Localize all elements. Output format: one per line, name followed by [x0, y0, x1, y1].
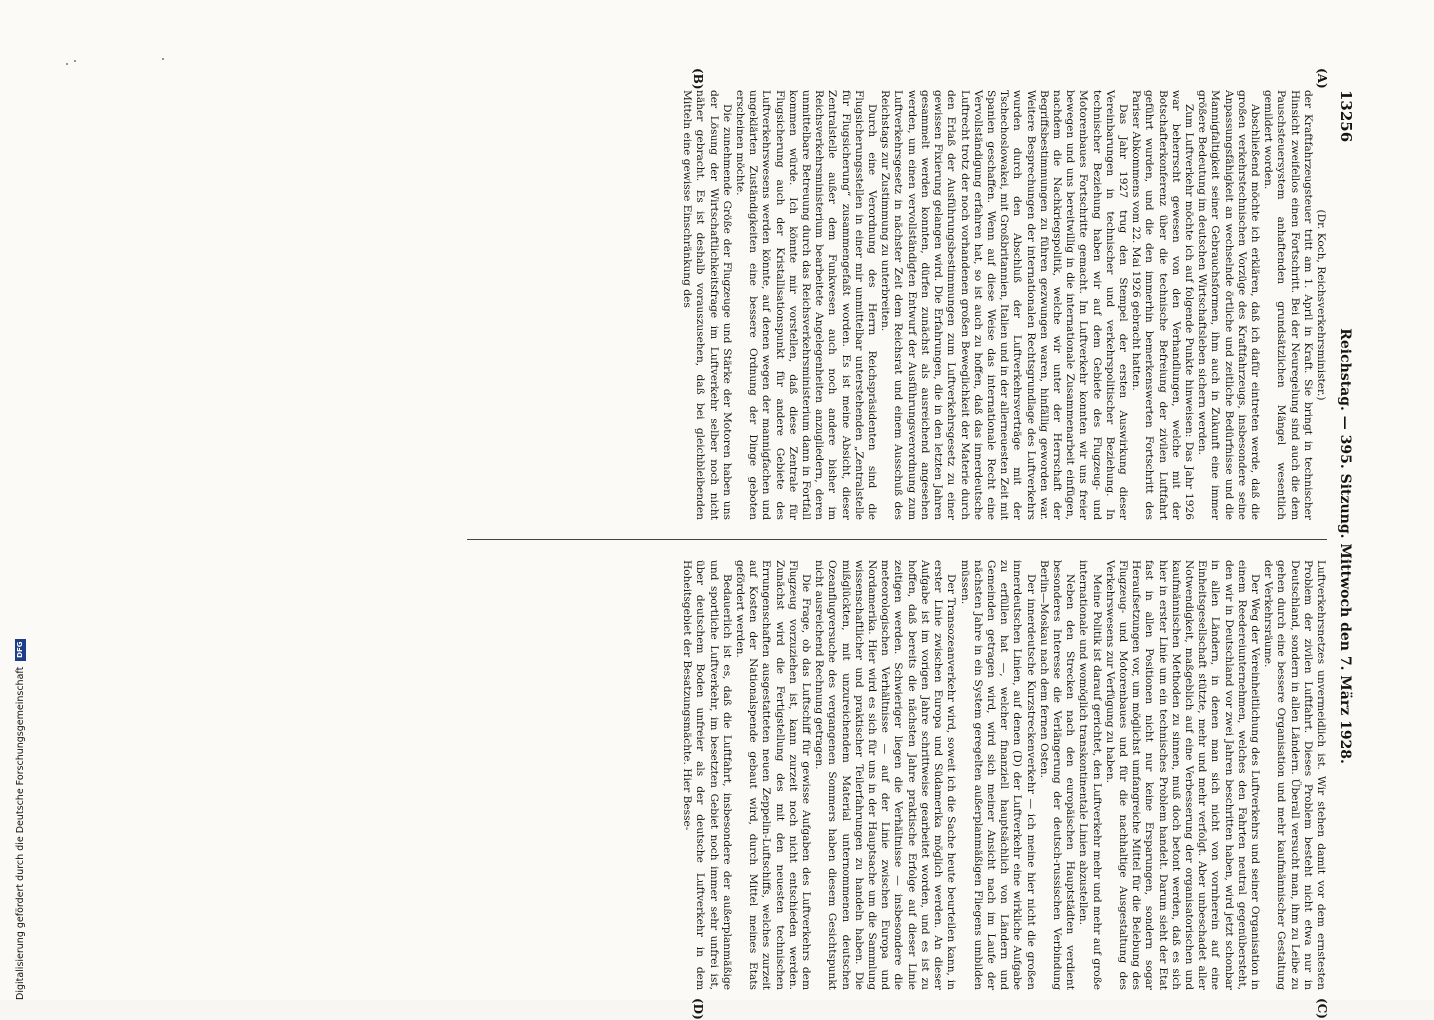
margin-marker-d: (D)	[691, 998, 705, 1020]
page-number: 13256	[1337, 90, 1355, 143]
paragraph: Der innerdeutsche Kurzstreckenverkehr — ich meine hier nicht die großen innerdeutschen Linien, auf denen (D) der Luftverkehr eine wirkliche Aufgabe zu erfüllen hat —, welcher finanziell hauptsächlich von Ländern und Gemeinden getragen wird, wird sich meiner Ansicht nach im Laufe der nächsten Jahre in ein System geregelten außerplanmäßigen Fliegens umbilden müssen.	[958, 560, 1037, 990]
paragraph: Neben den Strecken nach den europäischen Hauptstädten verdient besonderes Interesse die Verlängerung der deutsch-russischen Verbindung Berlin—Moskau nach dem fernen Osten.	[1037, 560, 1077, 990]
rotated-document-page	[95, 68, 1355, 1020]
column-divider	[467, 539, 1327, 540]
paragraph: Meine Politik ist darauf gerichtet, den Luftverkehr mehr und mehr auf große internationale und womöglich transkontinentale Linien abzustellen.	[1077, 560, 1103, 990]
scan-speck	[74, 60, 76, 62]
margin-marker-b: (B)	[691, 68, 705, 90]
right-text-column	[680, 560, 1327, 990]
margin-marker-c: (C)	[1315, 998, 1329, 1019]
margin-marker-a: (A)	[1315, 68, 1329, 89]
paragraph: der Kraftfahrzeugsteuer tritt am 1. April in Kraft. Sie bringt in technischer Hinsicht zweifellos einen Fortschritt. Bei der Neuregelung sind auch die dem Pauschsteuersystem anhaftenden grundsätzlichen Mängel wesentlich gemildert worden.	[1262, 90, 1314, 520]
paragraph: Zum Luftverkehr möchte ich auf folgende Punkte hinweisen: Das Jahr 1926 war beherrscht gewesen von den Verhandlungen, welche mit der Botschafterkonferenz über die technische Befreiung der zivilen Luftfahrt geführt wurden, und die den immerhin bemerkenswerten Fortschritt des Pariser Abkommens vom 22. Mai 1926 gebracht hatten.	[1130, 90, 1195, 520]
paragraph: Bedauerlich ist es, daß die Luftfahrt, insbesondere der außerplanmäßige und sportliche Luftverkehr, im besetzten Gebiet noch immer sehr unfrei ist, über deutschem Boden unfreier als der deutsche Luftverkehr in dem Hoheitsgebiet der Besatzungsmächte. Hier Besse-	[681, 560, 733, 990]
scan-speck	[162, 58, 164, 60]
paragraph: Durch eine Verordnung des Herrn Reichspräsidenten sind die Flugsicherungsstellen in einer mir unmittelbar unterstehenden „Zentralstelle für Flugsicherung“ zusammengefaßt worden. Es ist meine Absicht, dieser Zentralstelle außer dem Funkwesen auch noch andere bisher im Reichsverkehrsministerium bearbeitete Angelegenheiten anzugliedern, deren unmittelbare Betreuung durch das Reichsverkehrsministerium dann in Fortfall kommen würde. Ich könnte mir vorstellen, daß diese Zentrale für Flugsicherung auch der Kristallisationspunkt für andere Gebiete des Luftverkehrswesens werden könnte, auf denen wegen der mannigfachen und ungeklärten Zuständigkeiten eine bessere Ordnung der Dinge geboten erscheinen möchte.	[734, 90, 879, 520]
page-header-title: Reichstag. — 395. Sitzung. Mittwoch den 7. März 1928.	[1337, 328, 1353, 764]
scan-speck	[66, 63, 68, 65]
footer-text: Digitalisierung gefördert durch die Deutsche Forschungsgemeinschaft	[14, 666, 26, 1000]
left-text-column	[680, 90, 1327, 520]
dfg-logo: DFG	[15, 639, 26, 661]
paragraph: Die zunehmende Größe der Flugzeuge und Stärke der Motoren haben uns der Lösung der Wirtschaftlichkeitsfrage im Luftverkehr selber noch nicht näher gebracht. Es ist deshalb vorauszusehen, daß bei gleichbleibenden Mitteln eine gewisse Einschränkung des	[681, 90, 733, 520]
paragraph: Luftverkehrsnetzes unvermeidlich ist. Wir stehen damit vor dem ernstesten Problem der zivilen Luftfahrt. Dieses Problem besteht nicht etwa nur in Deutschland, sondern in allen Ländern. Überall versucht man, ihm zu Leibe zu gehen durch eine bessere Organisation und mehr kaufmännischer Gestaltung der Verkehrsräume.	[1262, 560, 1327, 990]
page-header	[1333, 90, 1355, 990]
paragraph: Der Weg der Vereinheitlichung des Luftverkehrs und seiner Organisation in einem Reedereiunternehmen, welches den Fahrten neutral gegenübersteht, den wir in Deutschland vor zwei Jahren beschritten haben, wird jetzt schonbar in allen Ländern, in denen man sich nicht von vornherein auf eine Einheitsgesellschaft stützte, mehr und mehr verfolgt. Aber unbeschadet aller Notwendigkeit, maßgeblich auf eine Verbesserung der organisatorischen und kaufmännischen Methoden zu sinnen, muß doch betont werden, daß es sich hier in erster Linie um ein technisches Problem handelt. Darum sieht der Etat fast in allen Positionen nicht nur keine Ersparungen, sondern sogar Heraufsetzungen vor, um möglichst umfangreiche Mittel für die Belebung des Flugzeug- und Motorenbaues und für die nachhaltige Ausgestaltung des Verkehrswesens zur Verfügung zu haben.	[1103, 560, 1261, 990]
paragraph: Das Jahr 1927 trug den Stempel der ersten Auswirkung dieser Vereinbarungen in technischer und verkehrspolitischer Beziehung. In technischer Beziehung haben wir auf dem Gebiete des Flugzeug- und Motorenbaues Fortschritte gemacht. Im Luftverkehr konnten wir uns freier bewegen und uns bereitwillig in die internationale Zusammenarbeit einfügen, nachdem die Nachkriegspolitik, welche wir unter der Herrschaft der Begriffsbestimmungen zu führen gezwungen waren, hinfällig geworden war. Weitere Besprechungen der internationalen Rechtsgrundlage des Luftverkehrs wurden durch den Abschluß der Luftverkehrsverträge mit der Tschechoslowakei, mit Großbritannien, Italien und in der allerneuesten Zeit mit Spanien geschaffen. Wenn auf diese Weise das internationale Recht eine Vervollständigung erfahren hat, so ist auch zu hoffen, daß das innerdeutsche Luftrecht trotz der noch vorhandenen großen Beweglichkeit der Materie durch den Erlaß der Ausführungsbestimmungen zum Luftverkehrsgesetz zu einer gewissen Fixierung gelangen wird. Die Erfahrungen, die in den letzten Jahren gesammelt werden konnten, dürfen zunächst als ausreichend angesehen werden, um einen vervollständigten Entwurf der Ausführungsverordnung zum Luftverkehrsgesetz in nächster Zeit dem Reichsrat und einem Ausschuß des Reichstags zur Zustimmung zu unterbreiten.	[879, 90, 1129, 520]
paragraph: Der Transozeanverkehr wird, soweit ich die Sache heute beurteilen kann, in erster Linie zwischen Europa und Südamerika möglich werden. An dieser Aufgabe ist im vorigen Jahre schrittweise gearbeitet worden, und es ist zu hoffen, daß bereits die nächsten Jahre praktische Erfolge auf dieser Linie zeitigen werden. Schwieriger liegen die Verhältnisse — insbesondere die meteorologischen Verhältnisse — auf der Linie zwischen Europa und Nordamerika. Hier wird es sich für uns in der Hauptsache um die Sammlung wissenschaftlicher und praktischer Teilerfahrungen zu handeln haben. Die mißglückten, mit unzureichendem Material unternommenen deutschen Ozeanflugversuche des vergangenen Sommers haben diesem Gesichtspunkt nicht ausreichend Rechnung getragen.	[813, 560, 958, 990]
digitization-footer	[12, 0, 28, 1000]
paragraph: Abschließend möchte ich erklären, daß ich dafür eintreten werde, daß die großen verkehrstechnischen Vorzüge des Kraftfahrzeugs, insbesondere seine Anpassungsfähigkeit an wechselnde örtliche und zeitliche Bedürfnisse und die Mannigfaltigkeit seiner Gebrauchsformen, ihm auch in Zukunft eine immer größere Bedeutung im deutschen Wirtschaftsleben sichern werden.	[1196, 90, 1261, 520]
speaker-line: (Dr. Koch, Reichsverkehrsminister.)	[1315, 209, 1327, 401]
paragraph: Die Frage, ob das Luftschiff für gewisse Aufgaben des Luftverkehrs dem Flugzeug vorzuziehen ist, kann zurzeit noch nicht entschieden werden. Zunächst wird die Fertigstellung des mit den neuesten technischen Errungenschaften ausgestatteten neuen Zeppelin-Luftschiffs, welches zurzeit auf Kosten der Nationalspende gebaut wird, durch Mittel meines Etats gefördert werden.	[734, 560, 813, 990]
